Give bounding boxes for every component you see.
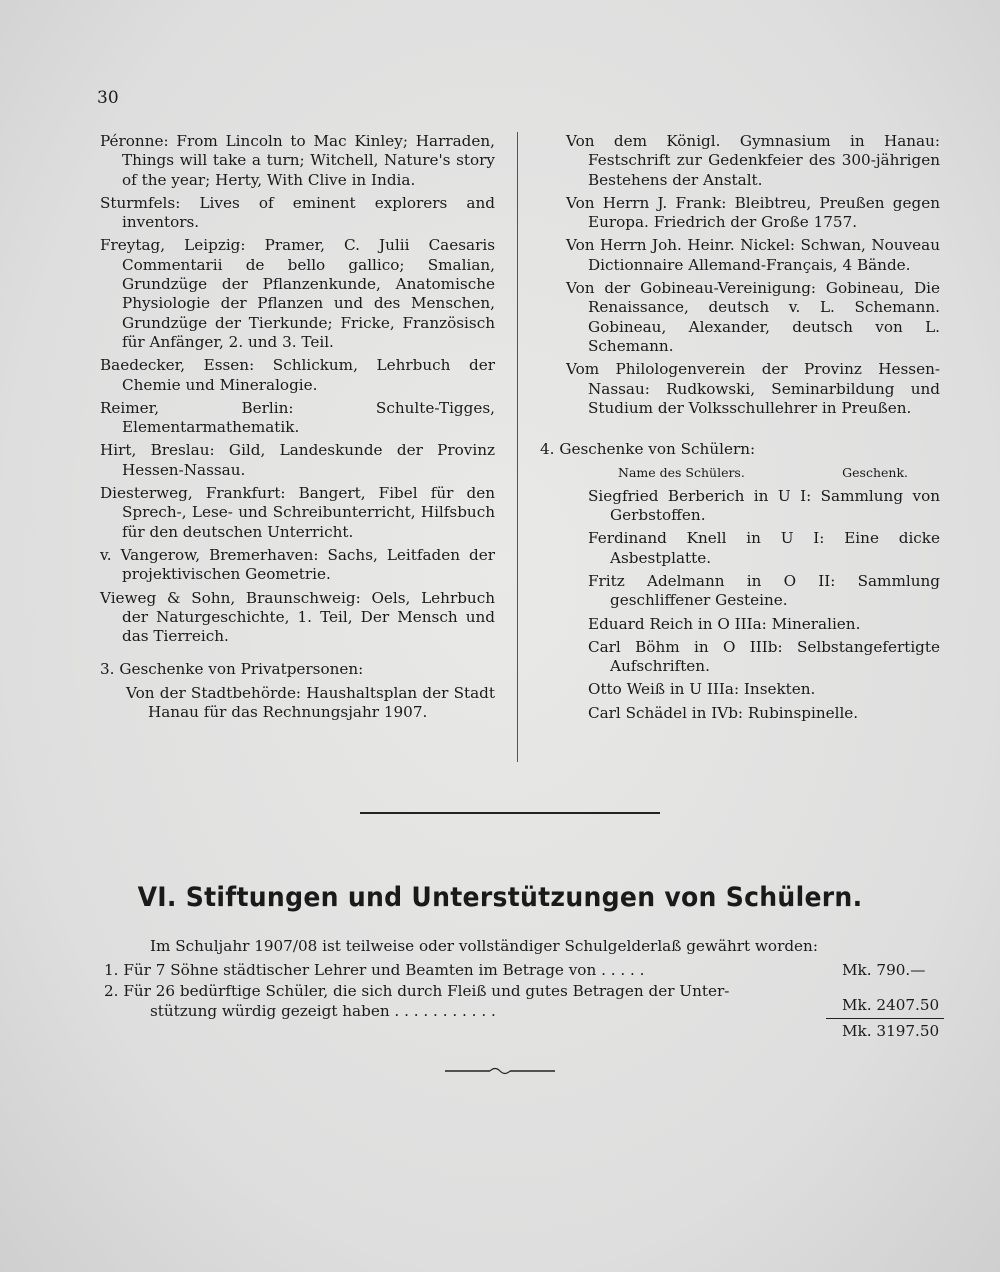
gift-header-name: Name des Schülers.	[618, 465, 745, 481]
item-1-amount: Mk. 790.—	[842, 961, 926, 979]
list-item: Baedecker, Essen: Schlickum, Lehrbuch der Chemie und Mineralogie.	[100, 356, 495, 394]
section-3-title: 3. Geschenke von Privatpersonen:	[100, 660, 364, 679]
gift-item: Fritz Adelmann in O II: Sammlung geschliffener Gesteine.	[588, 571, 940, 610]
gift-table-header	[540, 463, 940, 482]
left-column	[100, 132, 495, 726]
gift-item: Otto Weiß in U IIIa: Insekten.	[588, 680, 816, 699]
gift-header-gift: Geschenk.	[842, 465, 908, 481]
section-4-title: 4. Geschenke von Schülern:	[540, 440, 756, 459]
list-item: Von Herrn J. Frank: Bleibtreu, Preußen gegen Europa. Friedrich der Große 1757.	[566, 193, 940, 232]
list-item: Von dem Königl. Gymnasium in Hanau: Festschrift zur Gedenkfeier des 300-jährigen Bestehens der Anstalt.	[566, 132, 940, 189]
list-item: Von der Stadtbehörde: Haushaltsplan der Stadt Hanau für das Rechnungsjahr 1907.	[126, 683, 495, 722]
list-item: Reimer, Berlin: Schulte-Tigges, Elementarmathematik.	[100, 398, 495, 437]
gift-item: Eduard Reich in O IIIa: Mineralien.	[588, 614, 861, 633]
list-item: Von der Gobineau-Vereinigung: Gobineau, Die Renaissance, deutsch v. L. Schemann. Gobineau, Alexander, deutsch von L. Schemann.	[566, 279, 940, 355]
item-2-amount: Mk. 2407.50	[842, 996, 940, 1014]
list-item: Péronne: From Lincoln to Mac Kinley; Harraden, Things will take a turn; Witchell, Nature's story of the year; Herty, With Clive in India.	[100, 132, 495, 189]
list-item: Vom Philologenverein der Provinz Hessen-Nassau: Rudkowski, Seminarbildung und Studium der Volksschullehrer in Preußen.	[566, 360, 940, 417]
list-item: Von Herrn Joh. Heinr. Nickel: Schwan, Nouveau Dictionnaire Allemand-Français, 4 Bände.	[566, 236, 940, 274]
intro-text: Im Schuljahr 1907/08 ist teilweise oder vollständiger Schulgelderlaß gewährt worden:	[150, 937, 818, 955]
list-item: Diesterweg, Frankfurt: Bangert, Fibel für den Sprech-, Lese- und Schreibunterricht, Hilfsbuch für den deutschen Unterricht.	[100, 484, 495, 541]
section-rule	[360, 812, 660, 814]
list-item: Vieweg & Sohn, Braunschweig: Oels, Lehrbuch der Naturgeschichte, 1. Teil, Der Mensch und das Tierreich.	[100, 588, 495, 646]
ornament-divider	[445, 1066, 555, 1076]
gift-item: Ferdinand Knell in U I: Eine dicke Asbestplatte.	[588, 529, 940, 567]
list-item: v. Vangerow, Bremerhaven: Sachs, Leitfaden der projektivischen Geometrie.	[100, 545, 495, 584]
item-2-text: 2. Für 26 bedürftige Schüler, die sich durch Fleiß und gutes Betragen der Unter-	[104, 982, 730, 1000]
list-item: Hirt, Breslau: Gild, Landeskunde der Provinz Hessen-Nassau.	[100, 441, 495, 479]
total-amount: Mk. 3197.50	[842, 1022, 940, 1040]
gift-item: Carl Böhm in O IIIb: Selbstangefertigte Aufschriften.	[588, 637, 940, 676]
section-heading: VI. Stiftungen und Unterstützungen von Schülern.	[137, 882, 863, 913]
sum-line	[826, 1018, 944, 1019]
list-item: Sturmfels: Lives of eminent explorers and inventors.	[100, 193, 495, 232]
gift-item: Siegfried Berberich in U I: Sammlung von Gerbstoffen.	[588, 486, 940, 525]
list-item: Freytag, Leipzig: Pramer, C. Julii Caesaris Commentarii de bello gallico; Smalian, Grundzüge der Pflanzenkunde, Anatomische Physiologie der Pflanzen und des Menschen, Grundzüge der Tierkunde; Fricke, Französisch für Anfänger, 2. und 3. Teil.	[100, 236, 495, 351]
item-2-text-cont: stützung würdig gezeigt haben . . . . . . . . . . .	[150, 1002, 496, 1020]
right-column	[540, 132, 940, 727]
page-number: 30	[97, 88, 119, 108]
item-1-text: 1. Für 7 Söhne städtischer Lehrer und Beamten im Betrage von . . . . .	[104, 961, 645, 979]
gift-item: Carl Schädel in IVb: Rubinspinelle.	[588, 703, 859, 722]
